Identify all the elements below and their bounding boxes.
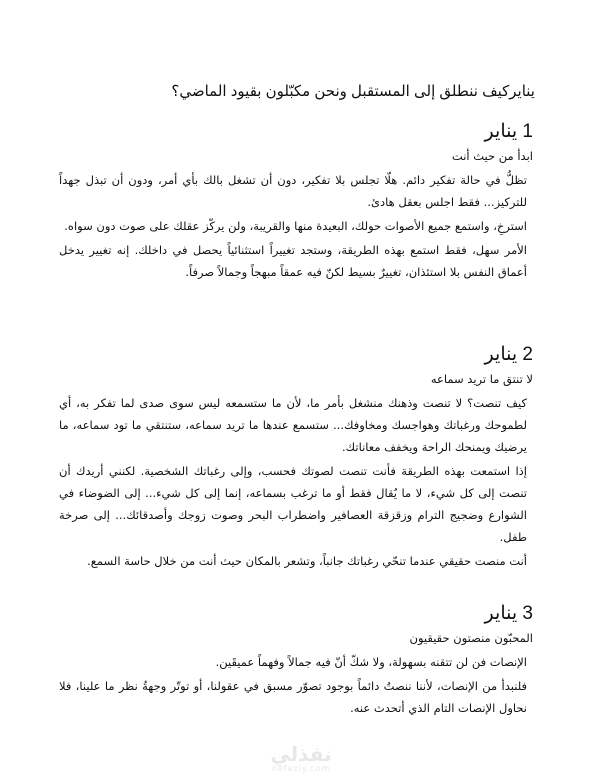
- section-subtitle: لا تنتق ما تريد سماعه: [430, 372, 533, 386]
- watermark-arabic: نفذلي: [270, 742, 332, 766]
- paragraph: الإنصات فن لن تتقنه بسهولة، ولا شكّ أنّ فيه جمالاً وفهماً عميقَين.: [215, 655, 527, 669]
- nafezly-watermark-logo: [256, 744, 346, 773]
- paragraph: كيف تنصت؟ لا تنصت وذهنك منشغل بأمر ما، لأن ما ستسمعه ليس سوى صدى لما تفكر به، أي لطموحك ورغباتك وهواجسك ومخاوفك... ستسمع عندها ما تريد سماعه، ستنتقي ما تود سماعه، ما يرضيك ويمنحك الراحة ويخفف معاناتك.: [59, 396, 527, 454]
- page-title: ينايركيف ننطلق إلى المستقبل ونحن مكبّلون بقيود الماضي؟: [171, 83, 535, 100]
- section-jan-3: [59, 602, 533, 721]
- section-heading: 1 يناير: [484, 121, 533, 142]
- paragraph: فلنبدأ من الإنصات، لأننا ننصتُ دائماً بوجود تصوّر مسبق في عقولنا، أو توتّر وجهةُ نظر ما علينا، فلا نحاول الإنصات التام الذي أتحدث عنه.: [59, 679, 527, 715]
- paragraph: أنت منصت حقيقي عندما تنحّي رغباتك جانباً، وتشعر بالمكان حيث أنت من خلال حاسة السمع.: [87, 554, 527, 568]
- section-subtitle: ابدأ من حيث أنت: [451, 149, 533, 163]
- paragraph: تظلُّ في حالة تفكير دائم. هلّا تجلس بلا تفكير، دون أن تشغل بالك بأي أمر، ودون أن تبذل جهداً للتركيز... فقط اجلس بعقل هادئ.: [59, 173, 527, 209]
- section-jan-2: [59, 343, 533, 574]
- section-subtitle: المحبّون منصتون حقيقيون: [409, 631, 533, 645]
- section-heading: 3 يناير: [484, 603, 533, 624]
- watermark-latin: nafezly.com: [271, 764, 331, 773]
- section-jan-1: [59, 120, 533, 285]
- paragraph: الأمر سهل، فقط استمع بهذه الطريقة، وستجد تغييراً استثنائياً يحصل في داخلك. إنه تغيير يدخل أعماق النفس بلا استئذان، تغييرٌ بسيط لكنّ فيه عمقاً مبهجاً وجمالاً صرفاً.: [59, 243, 527, 279]
- section-heading: 2 يناير: [484, 344, 533, 365]
- paragraph: استرخِ، واستمع جميع الأصوات حولك، البعيدة منها والقريبة، ولن يركّز عقلك على صوت دون سواه.: [64, 219, 527, 233]
- paragraph: إذا استمعت بهذه الطريقة فأنت تنصت لصوتك فحسب، وإلى رغباتك الشخصية. لكنني أريدك أن تنصت إلى كل شيء، لا ما يُقال فقط أو ما ترغب بسماعه، إنما إلى كل شيء... إلى الضوضاء في الشوارع وضجيج الترام وزقزقة العصافير واضطراب البحر وصوت زوجك وأصدقائك... إلى صرخة طفل.: [59, 464, 527, 544]
